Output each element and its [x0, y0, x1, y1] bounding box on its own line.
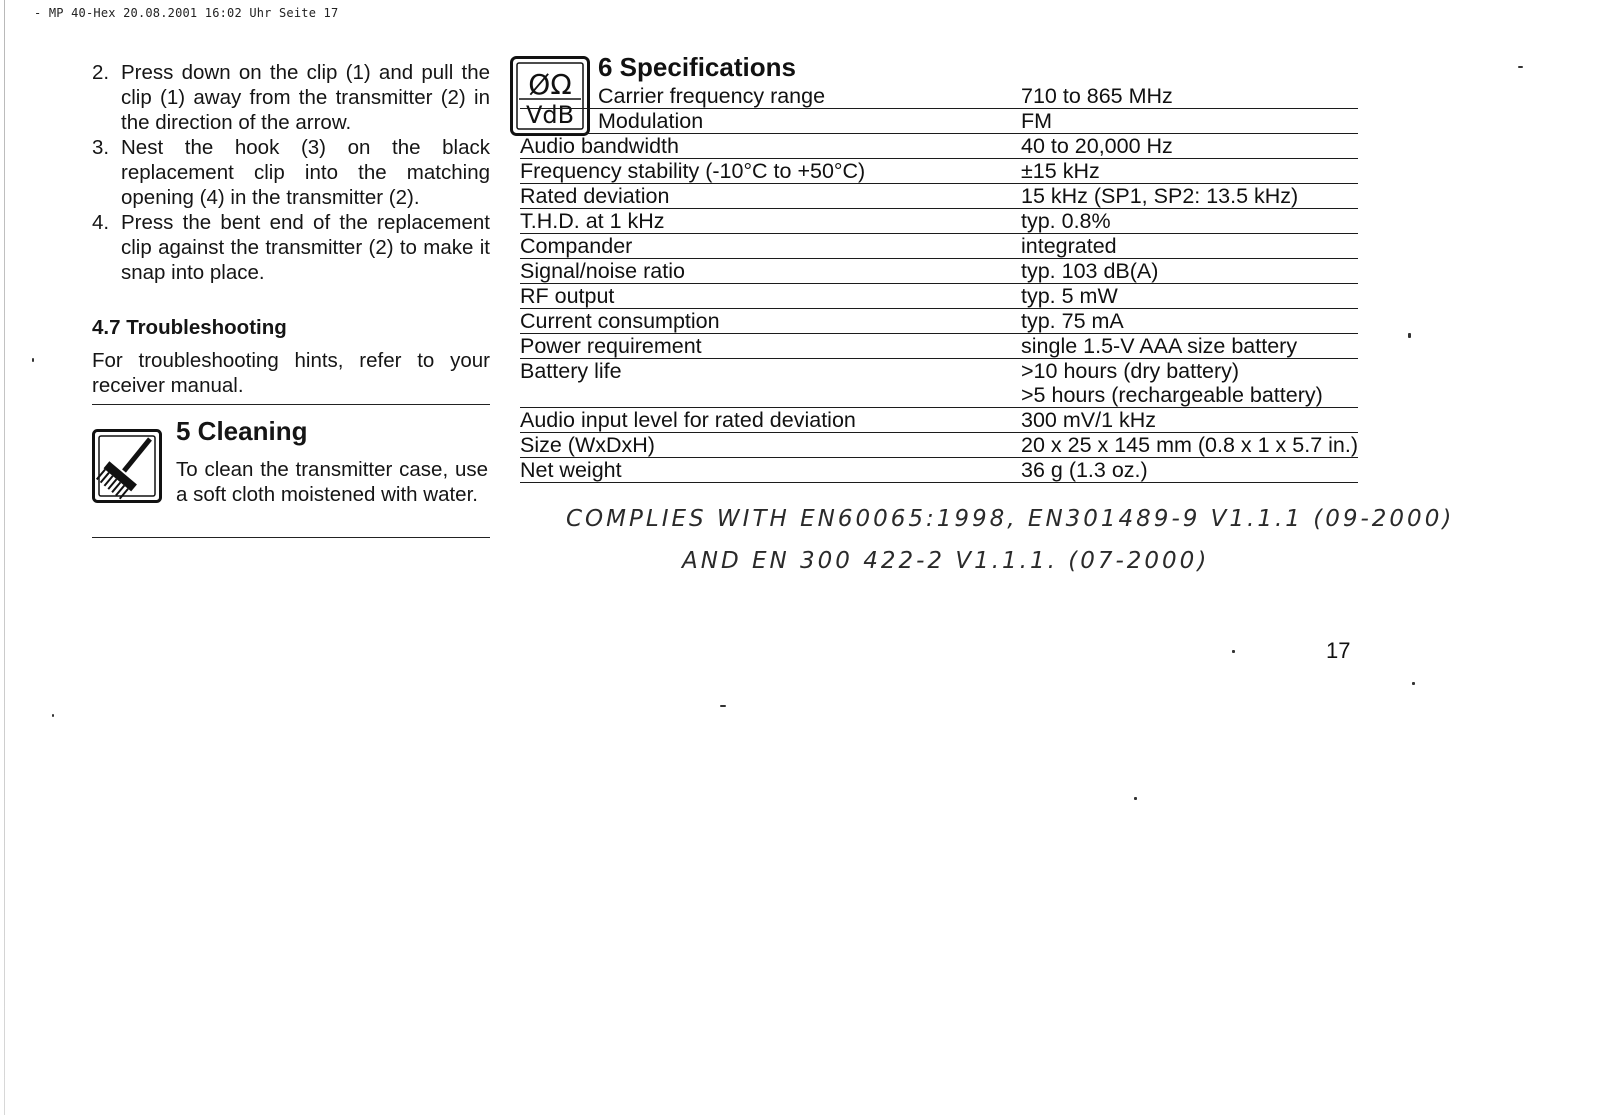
- spec-label: Modulation: [520, 109, 1021, 134]
- page-number: 17: [1326, 638, 1351, 663]
- spec-row: [520, 234, 1358, 259]
- print-header: - MP 40-Hex 20.08.2001 16:02 Uhr Seite 17: [34, 6, 339, 20]
- cleaning-text: To clean the transmitter case, use a soft cloth moistened with water.: [176, 458, 488, 506]
- scan-speck: [1134, 797, 1137, 800]
- icon-symbol-top: ØΩ: [528, 68, 572, 101]
- scan-speck: [1232, 650, 1235, 653]
- step-text: Press down on the clip (1) and pull the clip (1) away from the transmitter (2) in the direction of the arrow.: [121, 61, 490, 134]
- step-number: 3.: [92, 136, 110, 159]
- scan-speck: [1412, 682, 1415, 685]
- spec-row: [520, 184, 1358, 209]
- spec-value: 300 mV/1 kHz: [1021, 408, 1358, 433]
- scan-speck: [1408, 333, 1411, 338]
- spec-row: [520, 84, 1358, 109]
- spec-row: [520, 209, 1358, 234]
- spec-row: [520, 134, 1358, 159]
- spec-row: [520, 408, 1358, 433]
- spec-value: 20 x 25 x 145 mm (0.8 x 1 x 5.7 in.): [1021, 433, 1358, 457]
- cleaning-brush-icon: [92, 429, 162, 503]
- spec-value: integrated: [1021, 234, 1358, 259]
- troubleshooting-heading: 4.7 Troubleshooting: [92, 316, 287, 339]
- step-item: [92, 60, 490, 135]
- specifications-table: [520, 84, 1358, 483]
- spec-label: Current consumption: [520, 309, 1021, 334]
- spec-value: ±15 kHz: [1021, 159, 1358, 184]
- spec-value-line: >10 hours (dry battery): [1021, 359, 1240, 383]
- spec-value: typ. 0.8%: [1021, 209, 1358, 234]
- spec-row: [520, 458, 1358, 483]
- spec-label: RF output: [520, 284, 1021, 309]
- spec-row: [520, 309, 1358, 334]
- scan-speck: [720, 705, 726, 707]
- step-number: 2.: [92, 61, 110, 84]
- spec-label: Signal/noise ratio: [520, 259, 1021, 284]
- spec-value-line: >5 hours (rechargeable battery): [1021, 383, 1323, 407]
- spec-label: Size (WxDxH): [520, 433, 1021, 458]
- spec-label: Audio bandwidth: [520, 134, 1021, 159]
- spec-value: typ. 103 dB(A): [1021, 259, 1358, 284]
- spec-row: [520, 284, 1358, 309]
- spec-row: [520, 334, 1358, 359]
- spec-label: Battery life: [520, 359, 1021, 408]
- spec-row: [520, 259, 1358, 284]
- step-item: [92, 210, 490, 285]
- spec-value: FM: [1021, 109, 1358, 134]
- spec-row: [520, 433, 1358, 458]
- spec-value: typ. 5 mW: [1021, 284, 1358, 309]
- troubleshooting-text: For troubleshooting hints, refer to your receiver manual.: [92, 349, 490, 397]
- scan-speck: [32, 358, 34, 362]
- spec-row: [520, 109, 1358, 134]
- spec-value: single 1.5-V AAA size battery: [1021, 334, 1358, 359]
- spec-label: Power requirement: [520, 334, 1021, 359]
- section-divider: [92, 404, 490, 405]
- specifications-heading: 6 Specifications: [598, 52, 796, 82]
- spec-value: 36 g (1.3 oz.): [1021, 458, 1358, 483]
- scan-edge: [4, 0, 5, 1115]
- handwritten-line: AND EN 300 422-2 V1.1.1. (07-2000): [682, 548, 1210, 574]
- scan-speck: [1518, 66, 1523, 68]
- handwritten-compliance-note: [566, 498, 1455, 582]
- handwritten-line: COMPLIES WITH EN60065:1998, EN301489-9 V1.1.1 (09-2000): [566, 506, 1455, 532]
- step-text: Nest the hook (3) on the black replacement clip into the matching opening (4) in the transmitter (2).: [121, 136, 490, 209]
- spec-value: 40 to 20,000 Hz: [1021, 134, 1358, 159]
- section-divider: [92, 537, 490, 538]
- spec-label: Carrier frequency range: [520, 84, 1021, 109]
- spec-row: [520, 159, 1358, 184]
- left-column: [92, 60, 490, 538]
- steps-list: [92, 60, 490, 285]
- icon-symbol-bottom: VdB: [525, 101, 575, 129]
- spec-value: 710 to 865 MHz: [1021, 84, 1358, 109]
- spec-label: Compander: [520, 234, 1021, 259]
- spec-label: Rated deviation: [520, 184, 1021, 209]
- cleaning-heading: 5 Cleaning: [176, 416, 308, 446]
- spec-value: 15 kHz (SP1, SP2: 13.5 kHz): [1021, 184, 1358, 209]
- spec-row: [520, 359, 1358, 408]
- step-text: Press the bent end of the replacement clip against the transmitter (2) to make it snap into place.: [121, 211, 490, 284]
- spec-value: typ. 75 mA: [1021, 309, 1358, 334]
- spec-label: T.H.D. at 1 kHz: [520, 209, 1021, 234]
- cleaning-section: [92, 416, 490, 537]
- step-number: 4.: [92, 211, 110, 234]
- scan-speck: [52, 714, 54, 717]
- spec-label: Frequency stability (-10°C to +50°C): [520, 159, 1021, 184]
- step-item: [92, 135, 490, 210]
- spec-value: [1021, 359, 1358, 408]
- spec-label: Audio input level for rated deviation: [520, 408, 1021, 433]
- spec-label: Net weight: [520, 458, 1021, 483]
